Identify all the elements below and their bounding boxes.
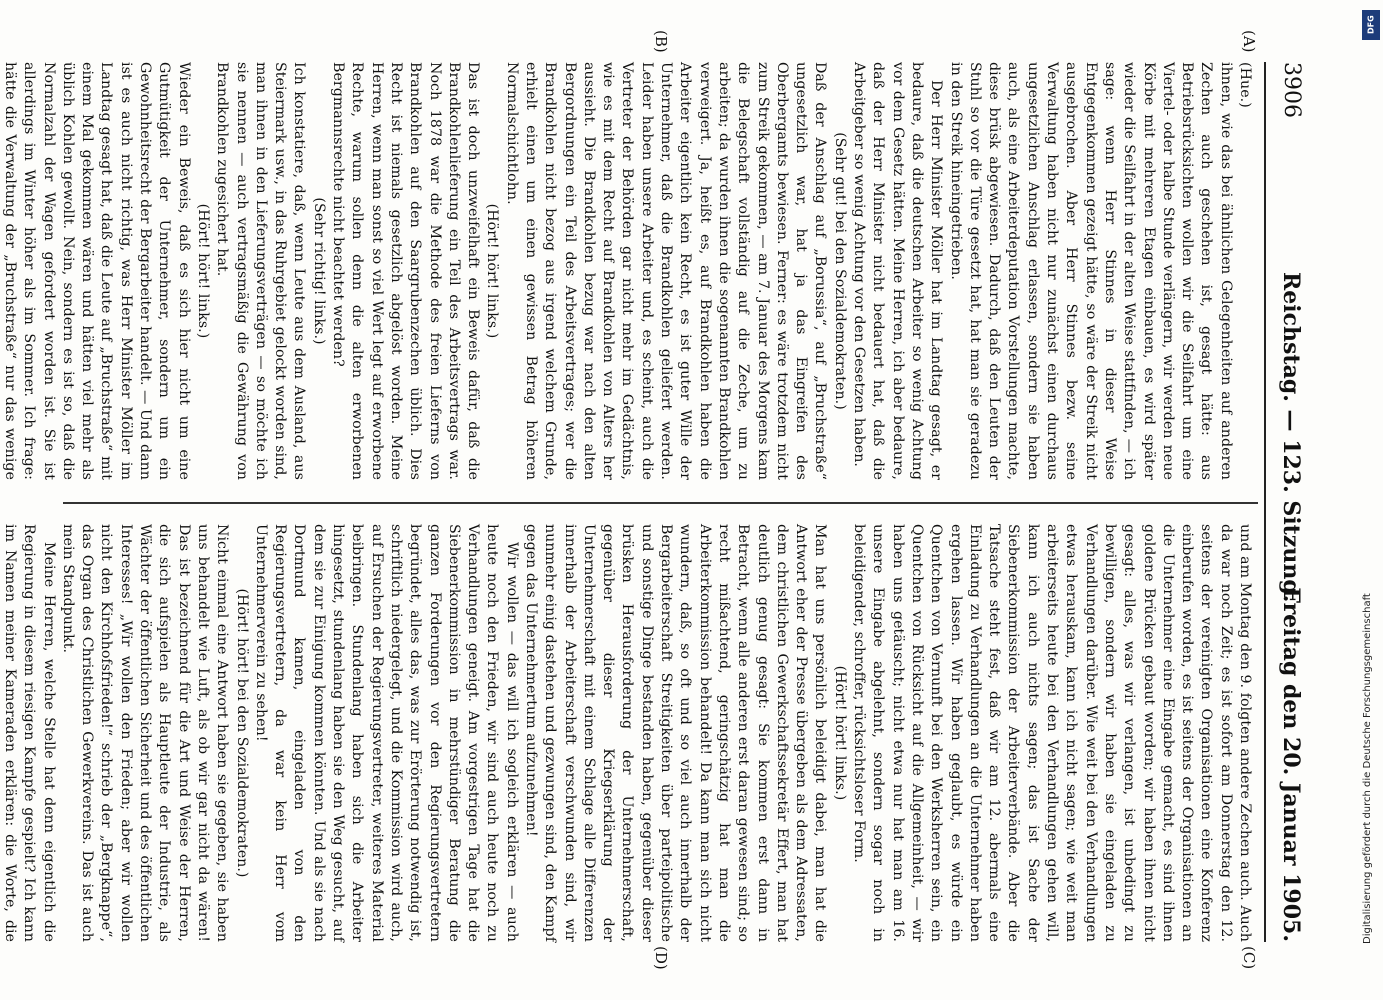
margin-marker-c: (C) [1240,946,1258,970]
paragraph: Nicht einmal eine Antwort haben sie gegeben, sie haben uns behandelt wie Luft, als ob wir gar nicht da wären! Das ist bezeichnend für die Art und Weise der Herren, die sich aufspielen als Hauptleute der Industrie, als Wächter der öffentlichen Sicherheit und des öffentlichen Interesses! „Wir wollen den Frieden; aber wir wollen nicht den Kirchhofsfrieden!“ schrieb der „Bergknappe“, das Organ des Christlichen Gewerkvereins. Das ist auch mein Standpunkt. [59,524,231,942]
session-date: Freitag den 20. Januar 1905. [1278,587,1304,942]
paragraph: Wieder ein Beweis, daß es sich hier nicht um eine Gutmütigkeit der Unternehmer, sondern um ein Gewohnheitsrecht der Bergarbeiter handelt. — Und dann ist es auch nicht richtig, was Herr Minister Möller im Landtag gesagt hat, daß die Leute auf „Bruchstraße“ mit einem Mal gekommen wären und hätten viel mehr als üblich Kohlen gewollt. Nein, sondern es ist so, daß die Normalzahl der Wagen gefordert worden ist. Sie ist allerdings im Winter höher als im Sommer. Ich frage: hätte die Verwaltung der „Bruchstraße“ nur das wenige [2,62,192,480]
right-text-column [2,524,1254,942]
interjection: (Sehr gut! bei den Sozialdemokraten.) [831,132,848,410]
paragraph: Daß der Anschlag auf „Borussia“, auf „Bruchstraße“ ungesetzlich war, hat ja das Eingreifen des Oberbergamts bewiesen. Ferner: es wäre trotzdem nicht zum Streik gekommen, — am 7. Januar des Morgens kam die Belegschaft vollständig auf die Zeche, um zu arbeiten; da wurden ihnen die sogenannten Brandkohlen verweigert. Ja, heißt es, auf Brandkohlen haben die Arbeiter eigentlich kein Recht, es ist guter Wille der Unternehmer, daß die Brandkohlen geliefert werden. Leider haben unsere Arbeiter und, es scheint, auch die Vertreter der Behörden gar nicht mehr im Gedächtnis, wie es mit dem Recht auf Brandkohlen von Alters her aussieht. Die Brandkohlen bezug war nach den alten Bergordnungen ein Teil des Arbeitsvertrages; wer die Brandkohlen nicht bezog aus irgend welchem Grunde, erhielt einen um einen gewissen Betrag höheren Normalschichtlohn. [503,62,829,480]
column-divider [63,502,1258,504]
running-header [1270,62,1310,942]
margin-marker-a: (A) [1240,30,1258,53]
interjection: (Sehr richtig! links.) [310,197,327,345]
interjection: (Hört! hört! links.) [831,665,848,801]
paragraph: Man hat uns persönlich beleidigt dabei, man hat die Antwort eher der Presse übergeben als dem Adressaten, dem christlichen Gewerkschaftssekretär Effert, man hat deutlich genug gesagt: Sie kommen erst dann in Betracht, wenn alle anderen erst daran gewesen sind; so recht mißachtend, geringschätzig hat man die Arbeiterkommission behandelt! Da kann man sich nicht wundern, daß, so oft und so viel auch innerhalb der Bergarbeiterschaft Streitigkeiten über parteipolitische und sonstige Dinge bestanden haben, gegenüber dieser brüsken Herausforderung der Unternehmerschaft, gegenüber dieser Kriegserklärung der Unternehmerschaft mit einem Schlage alle Differenzen innerhalb der Arbeiterschaft verschwunden sind, wir nunmehr einig dastehen und gezwungen sind, den Kampf gegen das Unternehmertum aufzunehmen! [523,524,829,942]
session-title: Reichstag. — 123. Sitzung. [1278,272,1304,603]
interjection: (Hört! hört! links.) [194,203,211,339]
paragraph: Das ist doch unzweifelhaft ein Beweis dafür, daß die Brandkohlenlieferung ein Teil des Arbeitsvertrags war. Noch 1878 war die Methode des freien Lieferns von Brandkohlen auf den Saargrubenzechen üblich. Dies Recht ist niemals gesetzlich abgelöst worden. Meine Herren, wenn man sonst so viel Wert legt auf erworbene Rechte, warum sollen denn die alten erworbenen Bergmannsrechte nicht beachtet werden? [330,62,482,480]
paragraph: Der Herr Minister Möller hat im Landtag gesagt, er bedaure, daß die deutschen Arbeiter so wenig Achtung vor dem Gesetz hätten. Meine Herren, ich aber bedaure, daß der Herr Minister nicht bedauert hat, daß die Arbeitgeber so wenig Achtung vor den Gesetzen haben. [851,62,945,480]
paragraph: und am Montag den 9. folgten andere Zechen auch. Auch da war noch Zeit; es ist sofort am Donnerstag den 12. seitens der vereinigten Organisationen eine Konferenz einberufen worden, es ist seitens der Organisationen an die Unternehmer eine Eingabe gemacht, es sind ihnen goldene Brücken gebaut worden; wir haben ihnen nicht gesagt: alles, was wir verlangen, ist unbedingt zu bewilligen, sondern wir haben sie eingeladen zu Verhandlungen darüber. Wie weit bei den Verhandlungen etwas herauskam, kann ich nicht sagen; wie weit man arbeiterseits heute bei den Verhandlungen gehen will, kann ich auch nichts sagen; das ist Sache der Siebenerkommission der Arbeiterverbände. Aber die Tatsache steht fest, daß wir am 12. abermals eine Einladung zu Verhandlungen an die Unternehmer haben ergehen lassen. Wir haben geglaubt, es würde ein Quentchen von Vernunft bei den Werksherren sein, ein Quentchen von Rücksicht auf die Allgemeinheit, — wir haben uns getäuscht; nicht etwa nur hat man am 16. unsere Eingabe abgelehnt, sondern sogar noch in beleidigender, schroffer, rücksichtsloser Form. [851,524,1253,942]
rotated-page-content [2,30,1310,970]
page-number: 3906 [1279,62,1304,118]
paragraph: Ich konstatiere, daß, wenn Leute aus dem Ausland, aus Steiermark usw., in das Ruhrgebiet gelockt worden sind, man ihnen in den Lieferungsverträgen — so möchte ich sie nennen — auch vertragsmäßig die Gewährung von Brandkohlen zugesichert hat. [214,62,308,480]
paragraph: Meine Herren, welche Stelle hat denn eigentlich die Regierung in diesem riesigen Kampfe gespielt? Ich kann im Namen meiner Kameraden erklären: die Worte, die [2,524,57,942]
digitization-note: Digitalisierung gefördert durch die Deutsche Forschungsgemeinschaft [1362,593,1373,944]
paragraph: ihnen, wie das bei ähnlichen Gelegenheiten auf anderen Zechen auch geschehen ist, gesagt hätte: aus Betriebsrücksichten wollen wir die Seilfahrt um eine Viertel- oder halbe Stunde verlängern, wir werden neue Körbe mit mehreren Etagen einbauen, es wird später wieder die Seilfahrt in der alten Weise stattfinden, — ich sage: wenn Herr Stinnes in dieser Weise Entgegenkommen gezeigt hätte, so wäre der Streik nicht ausgebrochen. Aber Herr Stinnes bezw. seine Verwaltung haben nicht nur zunächst einen durchaus ungesetzlichen Anschlag erlassen, sondern sie haben auch, als eine Arbeiterdeputation Vorstellungen machte, diese brüsk abgewiesen. Dadurch, daß den Leuten der Stuhl so vor die Türe gesetzt hat, hat man sie geradezu in den Streik hineingetrieben. [947,62,1234,480]
margin-marker-b: (B) [652,30,670,53]
header-rule [1264,62,1266,942]
margin-marker-d: (D) [652,946,670,970]
left-text-column [2,62,1254,480]
interjection: (Hört! hört! links.) [484,203,501,339]
paragraph: (Hue.) [1237,62,1253,108]
dfg-logo-icon: DFG [1362,10,1380,40]
paragraph: Wir wollen — das will ich sogleich erklären — auch heute noch den Frieden, wir sind auch heute noch zu Verhandlungen geneigt. Am vorgestrigen Tage hat die Siebenerkommission in mehrstündiger Beratung die ganzen Forderungen vor den Regierungsvertretern begründet, alles das, was zur Erörterung notwendig ist, schriftlich niedergelegt, und die Kommission wird auch, auf Ersuchen der Regierungsvertreter, weiteres Material beibringen. Stundenlang haben sich die Arbeiter hingesetzt, stundenlang haben sie den Weg gesucht, auf dem sie zur Einigung kommen könnten. Und als sie nach Dortmund kamen, eingeladen von den Regierungsvertretern, da war kein Herr vom Unternehmerverein zu sehen! [252,524,520,942]
interjection: (Hört! hört! bei den Sozialdemokraten.) [233,588,250,878]
